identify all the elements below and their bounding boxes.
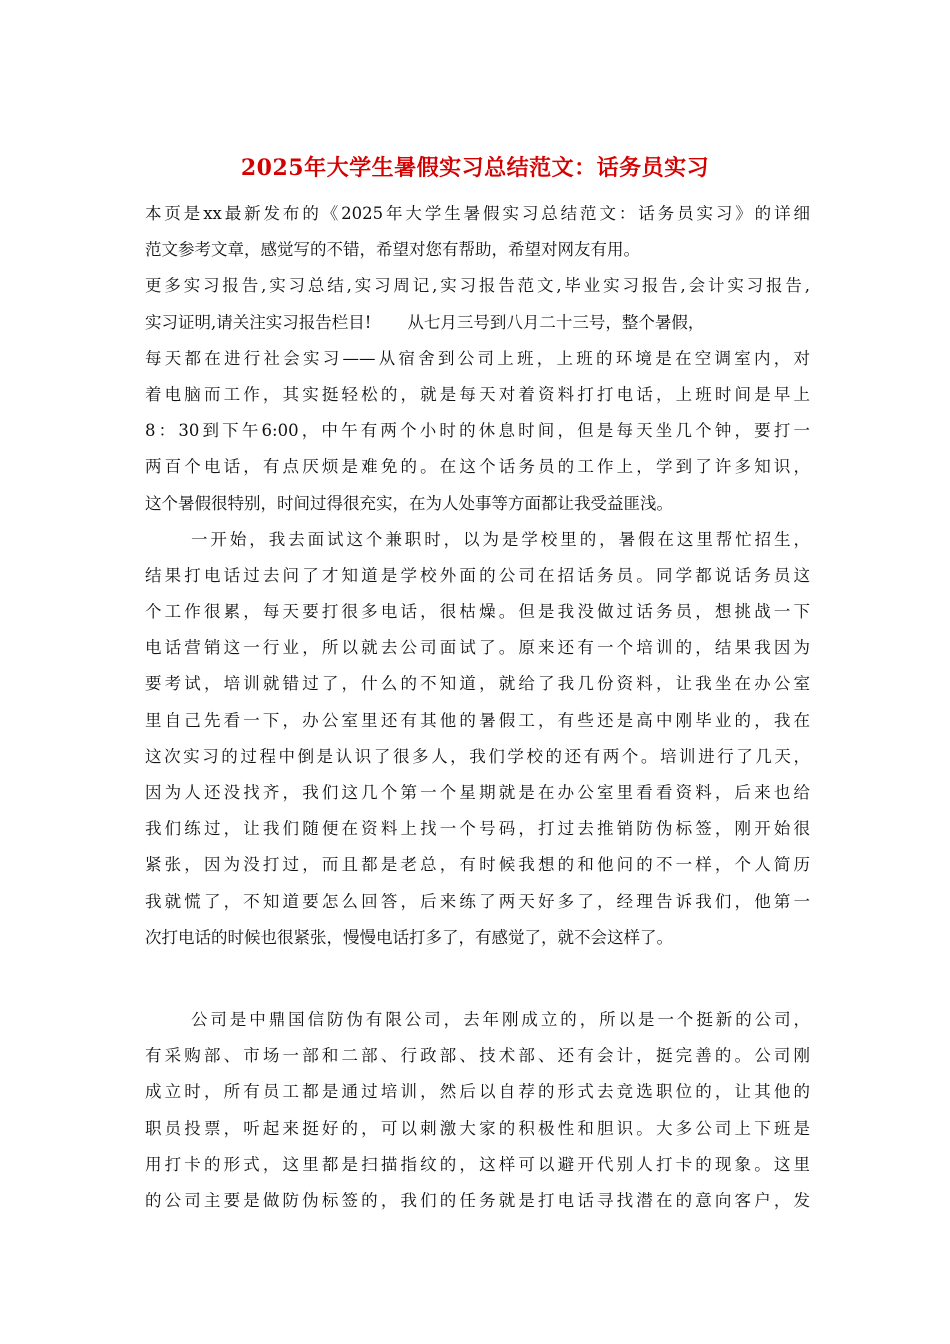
paragraph-line: 8：30到下午6:00，中午有两个小时的休息时间，但是每天坐几个钟，要打一 xyxy=(145,421,810,441)
paragraph-line: 用打卡的形式，这里都是扫描指纹的，这样可以避开代别人打卡的现象。这里 xyxy=(145,1154,810,1174)
paragraph-line: 电话营销这一行业，所以就去公司面试了。原来还有一个培训的，结果我因为 xyxy=(145,638,810,658)
paragraph-line: 着电脑而工作，其实挺轻松的，就是每天对着资料打打电话，上班时间是早上 xyxy=(145,384,810,404)
paragraph-line: 因为人还没找齐，我们这几个第一个星期就是在办公室里看看资料，后来也给 xyxy=(145,783,810,802)
intro-line: 范文参考文章，感觉写的不错，希望对您有帮助，希望对网友有用。 xyxy=(145,240,640,260)
paragraph-line: 结果打电话过去问了才知道是学校外面的公司在招话务员。同学都说话务员这 xyxy=(145,565,810,585)
intro-line: 更多实习报告,实习总结,实习周记,实习报告范文,毕业实习报告,会计实习报告, xyxy=(145,276,810,296)
document-body xyxy=(145,196,810,1219)
paragraph-line: 这个暑假很特别，时间过得很充实，在为人处事等方面都让我受益匪浅。 xyxy=(145,493,673,513)
paragraph-line: 这次实习的过程中倒是认识了很多人，我们学校的还有两个。培训进行了几天， xyxy=(145,746,810,766)
paragraph-line: 成立时，所有员工都是通过培训，然后以自荐的形式去竞选职位的，让其他的 xyxy=(145,1082,810,1102)
paragraph-line: 有采购部、市场一部和二部、行政部、技术部、还有会计，挺完善的。公司刚 xyxy=(145,1046,810,1066)
paragraph-line: 个工作很累，每天要打很多电话，很枯燥。但是我没做过话务员，想挑战一下 xyxy=(145,602,810,622)
paragraph-line: 公司是中鼎国信防伪有限公司，去年刚成立的，所以是一个挺新的公司， xyxy=(191,1009,810,1029)
column-link-text: 实习证明,请关注实习报告栏目! xyxy=(145,312,372,332)
mixed-line xyxy=(145,305,810,341)
paragraph-line: 里自己先看一下，办公室里还有其他的暑假工，有些还是高中刚毕业的，我在 xyxy=(145,710,810,730)
paragraph-line: 次打电话的时候也很紧张，慢慢电话打多了，有感觉了，就不会这样了。 xyxy=(145,927,673,947)
paragraph-line: 我们练过，让我们随便在资料上找一个号码，打过去推销防伪标签，刚开始很 xyxy=(145,819,810,839)
intro-line: 本页是xx最新发布的《2025年大学生暑假实习总结范文：话务员实习》的详细 xyxy=(145,204,810,223)
paragraph-line: 我就慌了，不知道要怎么回答，后来练了两天好多了，经理告诉我们，他第一 xyxy=(145,891,810,911)
paragraph-start: 从七月三号到八月二十三号，整个暑假， xyxy=(407,312,705,332)
paragraph-line: 每天都在进行社会实习——从宿舍到公司上班，上班的环境是在空调室内，对 xyxy=(145,348,810,368)
paragraph-line: 要考试，培训就错过了，什么的不知道，就给了我几份资料，让我坐在办公室 xyxy=(145,674,810,694)
paragraph-gap xyxy=(145,956,810,1002)
paragraph-line: 两百个电话，有点厌烦是难免的。在这个话务员的工作上，学到了许多知识， xyxy=(145,457,810,477)
paragraph-line: 的公司主要是做防伪标签的，我们的任务就是打电话寻找潜在的意向客户，发 xyxy=(145,1190,810,1210)
paragraph-line: 一开始，我去面试这个兼职时，以为是学校里的，暑假在这里帮忙招生， xyxy=(191,529,810,549)
document-title: 2025年大学生暑假实习总结范文：话务员实习 xyxy=(240,155,710,181)
paragraph-line: 职员投票，听起来挺好的，可以刺激大家的积极性和胆识。大多公司上下班是 xyxy=(145,1118,810,1138)
paragraph-line: 紧张，因为没打过，而且都是老总，有时候我想的和他问的不一样，个人简历 xyxy=(145,855,810,875)
